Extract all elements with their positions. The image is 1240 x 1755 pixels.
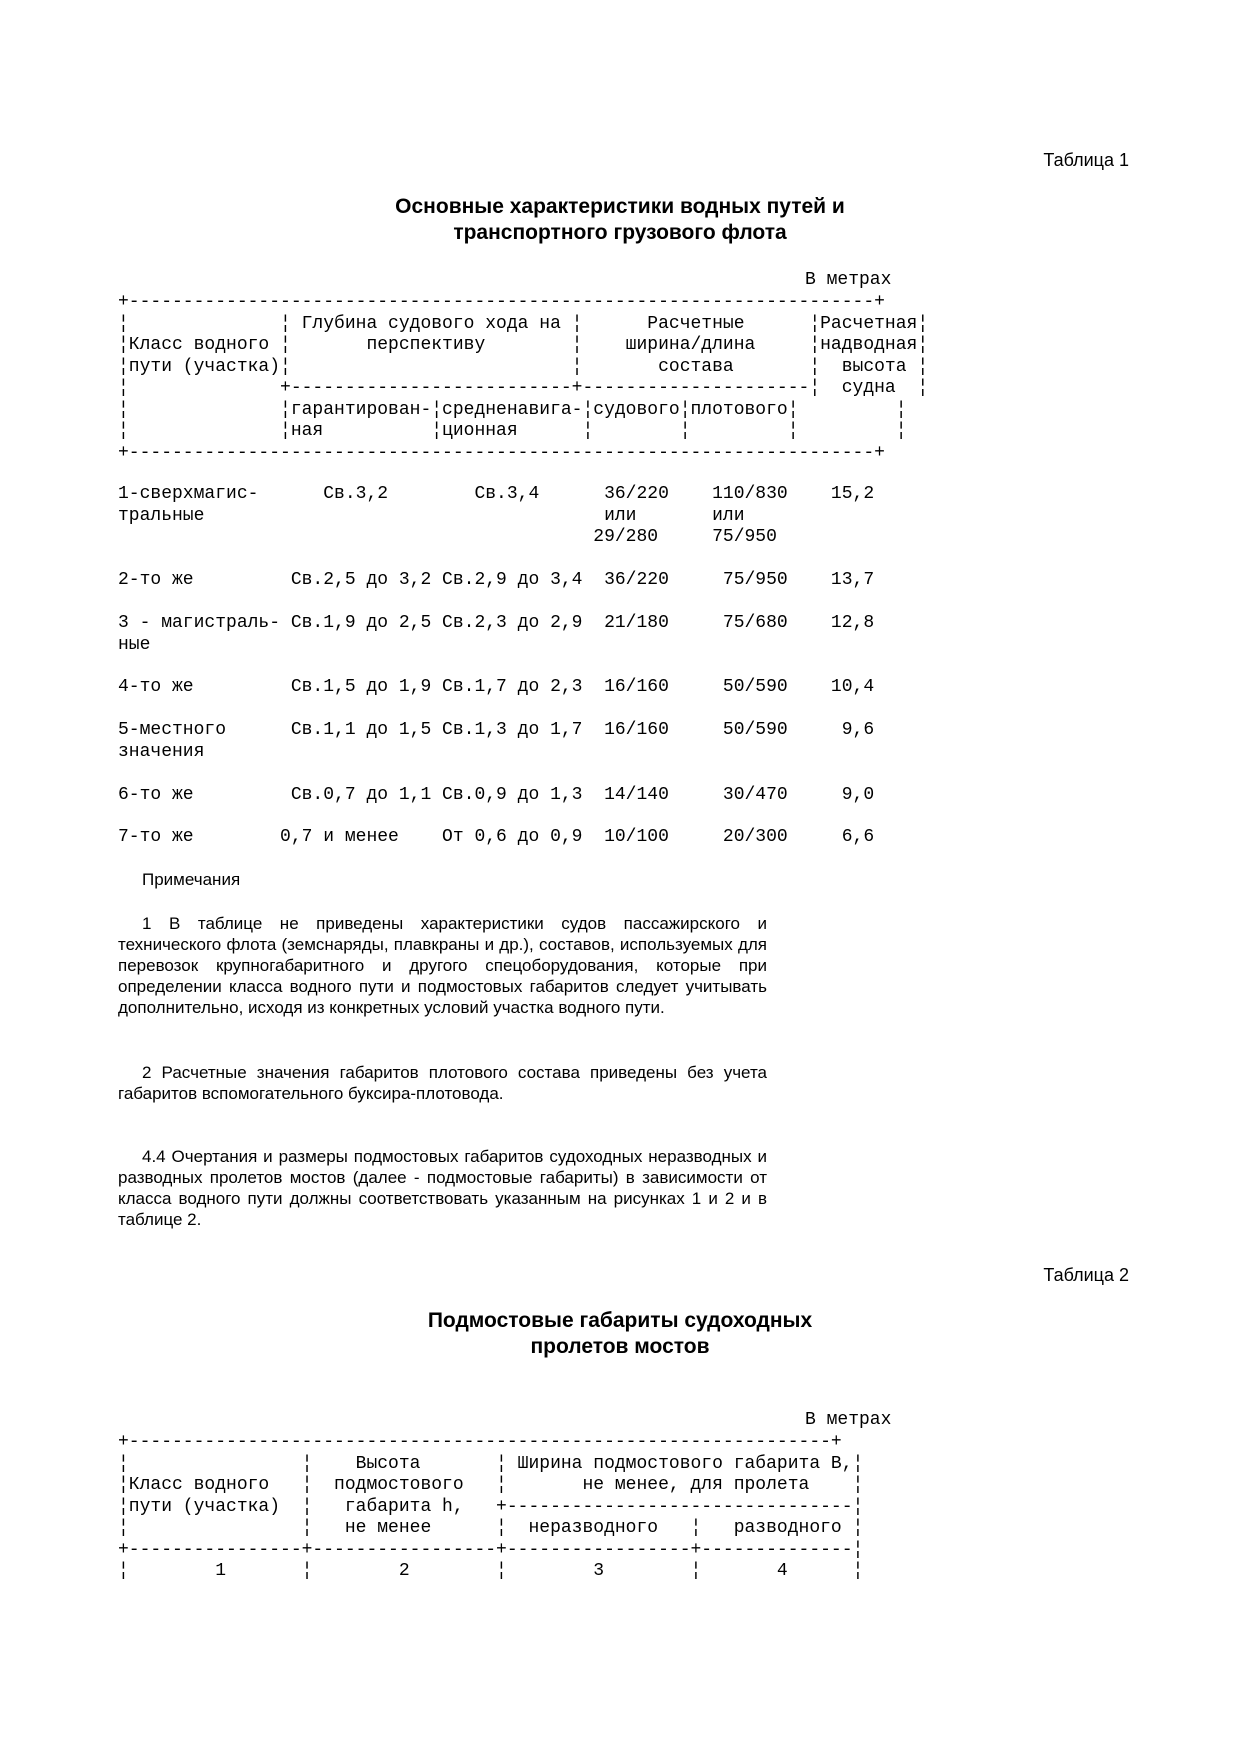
table1-row: 1-сверхмагис- Св.3,2 Св.3,4 36/220 110/830 15,2 тральные или или 29/280 75/950 bbox=[118, 484, 875, 547]
table2-header: +-----------------------------------------------------------------+ ¦ ¦ Высота ¦ Ширина подмостового габарита B,¦ ¦Класс водного ¦ подмостового ¦ не менее, для пролета ¦ ¦пути (участка) ¦ габарита h, +--------------------------------¦ ¦ ¦ не менее ¦ неразводного ¦ разводного ¦ +----------------+-----------------+-----------------+--------------¦ ¦ 1 ¦ 2 ¦ 3 ¦ 4 ¦ bbox=[118, 1432, 864, 1581]
note-2: 2 Расчетные значения габаритов плотового состава приведены без учета габаритов вспомогательного буксира-плотовода. bbox=[118, 1063, 767, 1103]
table1-row: 2-то же Св.2,5 до 3,2 Св.2,9 до 3,4 36/220 75/950 13,7 bbox=[118, 570, 875, 590]
table1-title-line1: Основные характеристики водных путей и bbox=[395, 195, 845, 218]
table1-row: 5-местного Св.1,1 до 1,5 Св.1,3 до 1,7 16/160 50/590 9,6 значения bbox=[118, 720, 875, 762]
table2-caption: Таблица 2 bbox=[1043, 1265, 1129, 1285]
table1-row: 3 - магистраль- Св.1,9 до 2,5 Св.2,3 до 2,9 21/180 75/680 12,8 ные bbox=[118, 613, 875, 655]
table2-units: В метрах bbox=[805, 1410, 892, 1430]
table2-title-line1: Подмостовые габариты судоходных bbox=[427, 1309, 813, 1332]
table1-title bbox=[0, 194, 1240, 246]
note-1: 1 В таблице не приведены характеристики судов пассажирского и технического флота (земснаряды, плавкраны и др.), составов, используемых для перевозок крупногабаритного и другого спецоборудования, которые при определении класса водного пути и подмостовых габаритов следует учитывать дополнительно, исходя из конкретных условий участка водного пути. bbox=[118, 914, 767, 1017]
table1-header: +---------------------------------------------------------------------+ ¦ ¦ Глубина судового хода на ¦ Расчетные ¦Расчетная¦ ¦Класс водного ¦ перспективу ¦ ширина/длина ¦надводная¦ ¦пути (участка)¦ ¦ состава ¦ высота ¦ ¦ +--------------------------+---------------------¦ судна ¦ ¦ ¦гарантирован-¦средненавига-¦судового¦плотового¦ ¦ ¦ ¦ная ¦ционная ¦ ¦ ¦ ¦ +---------------------------------------------------------------------+ bbox=[118, 292, 929, 463]
notes-heading: Примечания bbox=[142, 870, 241, 889]
table1-row: 6-то же Св.0,7 до 1,1 Св.0,9 до 1,3 14/140 30/470 9,0 bbox=[118, 785, 875, 805]
table1-row: 7-то же 0,7 и менее От 0,6 до 0,9 10/100 20/300 6,6 bbox=[118, 827, 875, 847]
table2-title-line2: пролетов мостов bbox=[530, 1335, 710, 1358]
table1-title-line2: транспортного грузового флота bbox=[453, 221, 787, 244]
table1-units: В метрах bbox=[805, 270, 892, 290]
table2-title bbox=[0, 1308, 1240, 1360]
table1-row: 4-то же Св.1,5 до 1,9 Св.1,7 до 2,3 16/160 50/590 10,4 bbox=[118, 677, 875, 697]
section-4-4: 4.4 Очертания и размеры подмостовых габаритов судоходных неразводных и разводных пролетов мостов (далее - подмостовые габариты) в зависимости от класса водного пути должны соответствовать указанным на рисунках 1 и 2 и в таблице 2. bbox=[118, 1147, 767, 1229]
table1-caption: Таблица 1 bbox=[1043, 150, 1129, 170]
